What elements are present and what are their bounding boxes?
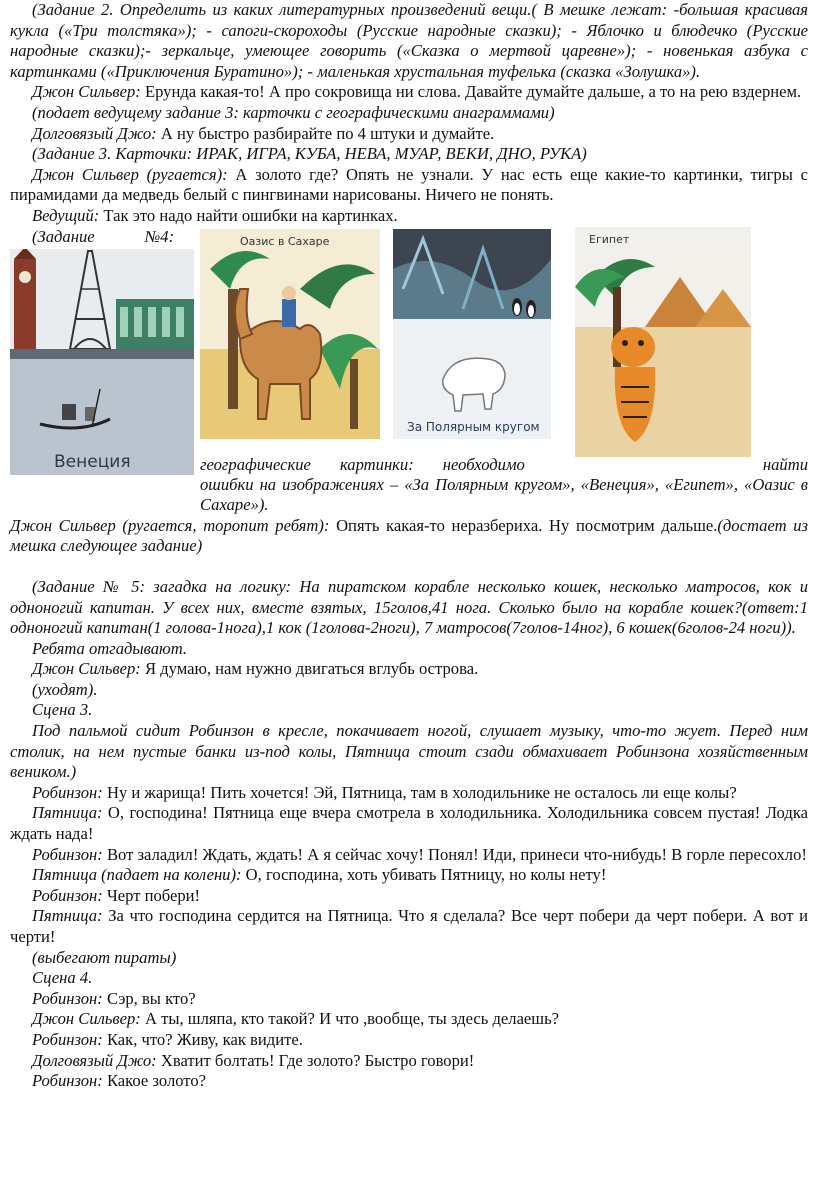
blank-line — [10, 557, 808, 577]
dialogue-line: Долговязый Джо: А ну быстро разбирайте по 4 штуки и думайте. — [32, 123, 495, 143]
speaker: Долговязый Джо: — [32, 123, 157, 143]
task4-dialogue-line: Джон Сильвер (ругается, торопит ребят): Опять какая-то неразбериха. Ну посмотрим дальше.(достает из мешка следующее задание) — [10, 515, 808, 556]
dialogue-line: Пятница: О, господина! Пятница еще вчера смотрела в холодильника. Холодильника совсем пустая! Лодка ждать нада! — [10, 803, 808, 844]
stage-direction: (подает ведущему задание 3: карточки с географическими анаграммами) — [32, 102, 555, 122]
dialogue-line: Робинзон: Как, что? Живу, как видите. — [32, 1029, 303, 1049]
stage-direction: (выбегают пираты) — [32, 947, 177, 967]
oasis-label: Оазис в Сахаре — [240, 234, 330, 248]
egypt-label: Египет — [589, 232, 630, 246]
task3-paragraph: (Задание 3. Карточки: ИРАК, ИГРА, КУБА, НЕВА, МУАР, ВЕКИ, ДНО, РУКА) — [32, 144, 587, 164]
speaker: Джон Сильвер (ругается, торопит ребят): — [10, 515, 330, 535]
task4-dialogue — [10, 495, 808, 516]
task4-first-line: географические картинки: необходимо найти — [200, 454, 808, 474]
oasis-picture — [200, 229, 380, 439]
speaker: Джон Сильвер: — [32, 1009, 141, 1029]
speaker: Пятница: — [32, 906, 103, 926]
speaker: Робинзон: — [32, 885, 103, 905]
task4-pictures-block — [10, 227, 808, 475]
task2-paragraph: (Задание 2. Определить из каких литературных произведений вещи.( В мешке лежат: -большая красивая кукла («Три толстяка»); - сапоги-скороходы (Русские народные сказки); - Яблочко и блюдечко (Русские народные сказки);- зеркальце, умеющее говорить («Сказка о мертвой царевне»); - новенькая азбука с картинками («Приключения Буратино»); - маленькая хрустальная туфелька (сказка «Золушка»). — [10, 0, 808, 81]
speaker: Джон Сильвер (ругается): — [32, 164, 228, 184]
dialogue-line: Робинзон: Какое золото? — [32, 1071, 206, 1091]
dialogue-line: Долговязый Джо: Хватит болтать! Где золото? Быстро говори! — [32, 1050, 475, 1070]
task4-continuation: ошибки на изображениях – «За Полярным кругом», «Венеция», «Египет», «Оазис в Сахаре»). — [200, 474, 808, 515]
scene-heading: Сцена 4. — [32, 968, 93, 988]
dialogue-line: Джон Сильвер (ругается): А золото где? Опять не узнали. У нас есть еще какие-то картинки, тигры с пирамидами да медведь белый с пингвинами нарисованы. Ничего не понять. — [10, 164, 808, 205]
venice-label: Венеция — [54, 451, 131, 472]
polar-label: За Полярным кругом — [407, 419, 540, 434]
stage-direction: Ребята отгадывают. — [32, 638, 188, 658]
speaker: Робинзон: — [32, 988, 103, 1008]
venice-picture — [10, 249, 194, 475]
dialogue-line: Робинзон: Черт побери! — [32, 885, 201, 905]
dialogue-line: Робинзон: Сэр, вы кто? — [32, 988, 196, 1008]
stage-direction: Под пальмой сидит Робинзон в кресле, покачивает ногой, слушает музыку, что-то жует. Перед ним столик, на нем пустые банки из-под колы, Пятница стоит сзади обмахивает Робинзона хозяйственным веником.) — [10, 721, 808, 782]
dialogue-line: Джон Сильвер: А ты, шляпа, кто такой? И что ,вообще, ты здесь делаешь? — [32, 1009, 560, 1029]
speaker: Пятница (падает на колени): — [32, 865, 242, 885]
dialogue-line: Пятница: За что господина сердится на Пятница. Что я сделала? Все черт побери да черт побери. А вот и черти! — [10, 906, 808, 946]
egypt-picture — [575, 227, 751, 457]
dialogue-line: Джон Сильвер: Я думаю, нам нужно двигаться вглубь острова. — [32, 659, 479, 679]
document-page — [10, 0, 808, 1092]
speaker: Джон Сильвер: — [32, 82, 141, 102]
task5-paragraph: (Задание № 5: загадка на логику: На пиратском корабле несколько кошек, несколько матросов, кок и одноногий капитан. У всех них, вместе взятых, 15голов,41 нога. Сколько было на корабле кошек?(ответ:1 одноногий капитан(1 голова-1нога),1 кок (1голова-2ноги), 7 матросов(7голов-14ног), 6 кошек(6голов-24 ноги)). — [10, 576, 808, 638]
dialogue-line: Ведущий: Так это надо найти ошибки на картинках. — [32, 205, 398, 225]
polar-picture — [393, 229, 551, 439]
speaker: Джон Сильвер: — [32, 659, 141, 679]
dialogue-line: Джон Сильвер: Ерунда какая-то! А про сокровища ни слова. Давайте думайте дальше, а то на рею вздернем. — [32, 82, 802, 102]
speaker: Робинзон: — [32, 844, 103, 864]
dialogue-line: Пятница (падает на колени): О, господина, хоть убивать Пятницу, но колы нету! — [32, 865, 607, 885]
speaker: Робинзон: — [32, 1029, 103, 1049]
speaker: Робинзон: — [32, 1071, 103, 1091]
dialogue-line: Робинзон: Вот заладил! Ждать, ждать! А я сейчас хочу! Понял! Иди, принеси что-нибудь! В горле пересохло! — [32, 844, 807, 864]
scene-heading: Сцена 3. — [32, 700, 93, 720]
speaker: Долговязый Джо: — [32, 1050, 157, 1070]
speaker: Пятница: — [32, 803, 103, 823]
speaker: Ведущий: — [32, 205, 100, 225]
speaker: Робинзон: — [32, 782, 103, 802]
task4-label: (Задание №4: — [32, 226, 175, 246]
dialogue-line: Робинзон: Ну и жарища! Пить хочется! Эй, Пятница, там в холодильнике не осталось ли еще колы? — [32, 782, 737, 802]
stage-direction: (уходят). — [32, 679, 98, 699]
